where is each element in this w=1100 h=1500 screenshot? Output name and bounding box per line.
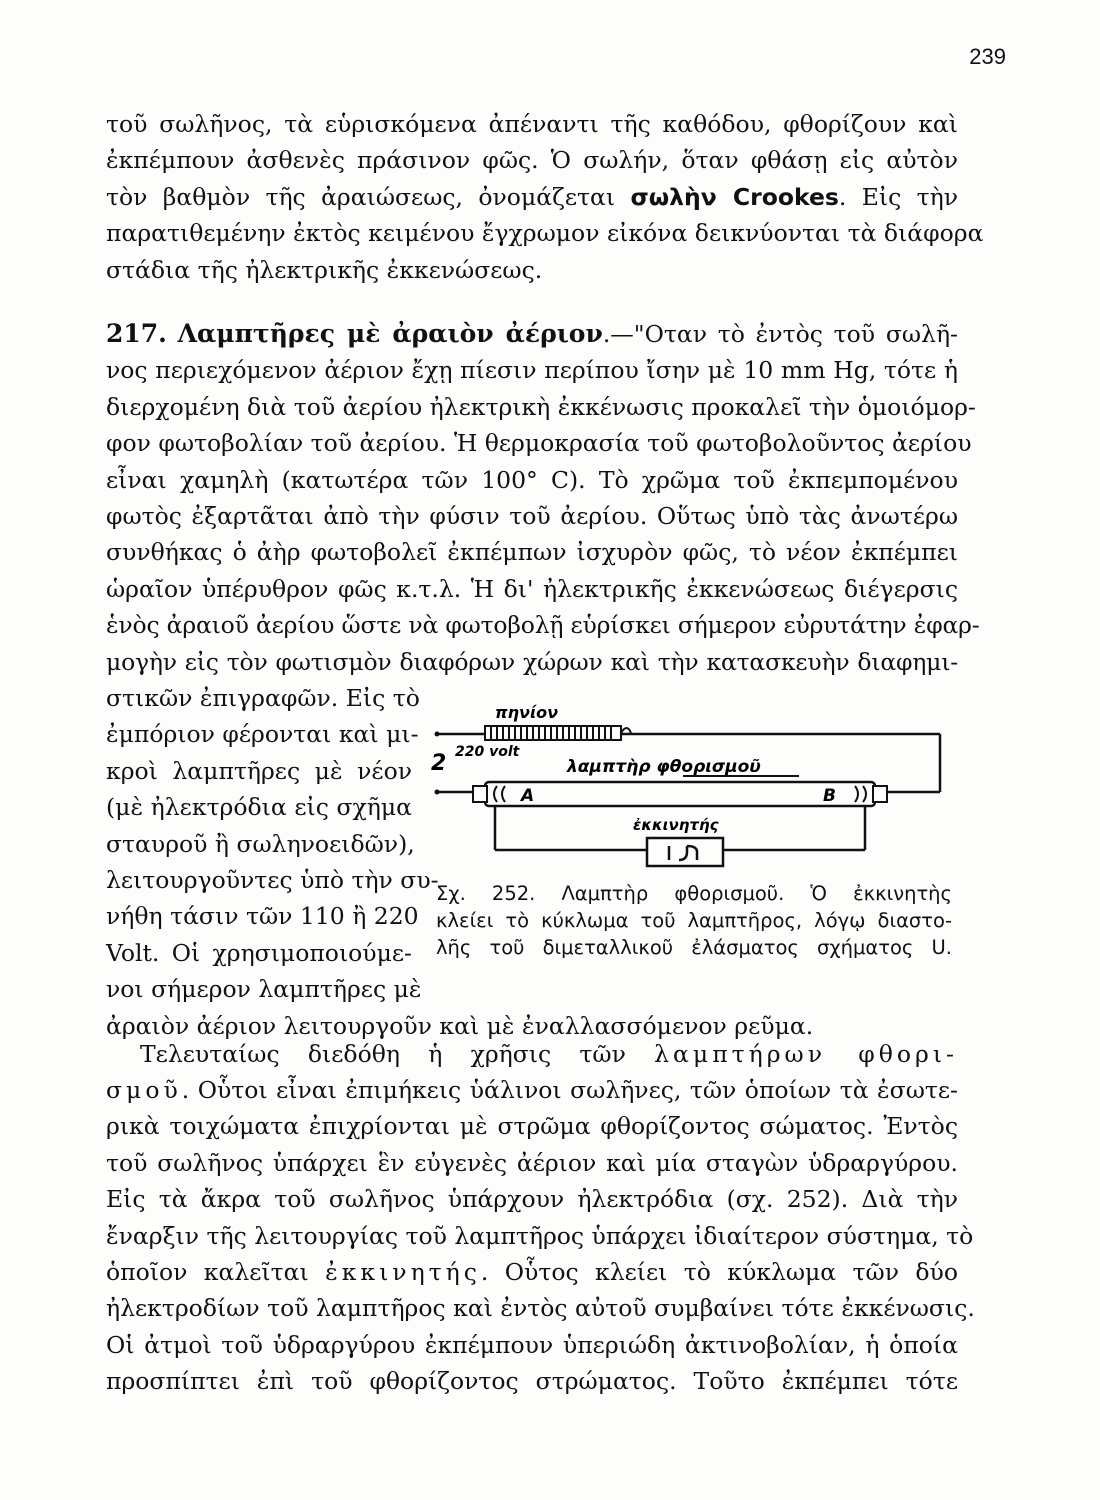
text-line: φωτὸς ἐξαρτᾶται ἀπὸ τὴν φύσιν τοῦ ἀερίου. Οὕτως ὑπὸ τὰς ἀνωτέρω (106, 502, 958, 531)
text-line: Volt. Οἱ χρησιμοποιούμε- (106, 938, 412, 967)
text-line: ἑνὸς ἀραιοῦ ἀερίου ὥστε νὰ φωτοβολῇ εὑρίσκει σήμερον εὐρυτάτην ἐφαρ- (106, 611, 980, 640)
lamp-tube (485, 782, 875, 806)
coil-label: πηνίον (495, 703, 559, 722)
spaced-term: λαμπτήρων φθορι- (654, 1040, 958, 1068)
text-run: Τελευταίως διεδόθη ἡ χρῆσις τῶν (140, 1040, 655, 1068)
text-line: εἶναι χαμηλὴ (κατωτέρα τῶν 100° C). Τὸ χρῶμα τοῦ ἐκπεμπομένου (106, 465, 958, 494)
text-line: Οἱ ἀτμοὶ τοῦ ὑδραργύρου ἐκπέμπουν ὑπεριώδη ἀκτινοβολίαν, ἡ ὁποία (106, 1330, 958, 1359)
text-line: μογὴν εἰς τὸν φωτισμὸν διαφόρων χώρων καὶ τὴν κατασκευὴν διαφημι- (106, 647, 958, 676)
text-line: προσπίπτει ἐπὶ τοῦ φθορίζοντος στρώματος. Τοῦτο ἐκπέμπει τότε (106, 1367, 958, 1396)
text-line: (μὲ ἠλεκτρόδια εἰς σχῆμα (106, 793, 412, 822)
caption-line: κλείει τὸ κύκλωμα τοῦ λαμπτῆρος, λόγῳ διαστο- (436, 909, 952, 932)
text-run: . Εἰς τὴν (838, 182, 959, 211)
text-line: λειτουργοῦντες ὑπὸ τὴν συ- (106, 866, 439, 895)
text-line: ἀραιὸν ἀέριον λειτουργοῦν καὶ μὲ ἐναλλασσόμενον ρεῦμα. (106, 1012, 814, 1040)
text-line: ρικὰ τοιχώματα ἐπιχρίονται μὲ στρῶμα φθορίζοντος σώματος. Ἐντὸς (106, 1112, 958, 1141)
electrode-a-label: A (521, 786, 535, 806)
starter-label: ἐκκινητής (633, 816, 719, 834)
text-line (106, 1254, 958, 1290)
text-line: νοι σήμερον λαμπτῆρες μὲ (106, 975, 422, 1004)
text-run: τὸν βαθμὸν τῆς ἀραιώσεως, ὀνομάζεται (106, 182, 631, 211)
section-217 (106, 316, 980, 680)
text-line (140, 1036, 958, 1072)
text-line: ἔναρξιν τῆς λειτουργίας τοῦ λαμπτῆρος ὑπάρχει ἰδιαίτερον σύστημα, τὸ (106, 1221, 974, 1250)
text-line: ἠλεκτροδίων τοῦ λαμπτῆρος καὶ ἐντὸς αὐτοῦ συμβαίνει τότε ἐκκένωσις. (106, 1294, 975, 1323)
final-paragraph-cont (106, 1072, 975, 1400)
coil-icon (485, 726, 621, 740)
text-line: τοῦ σωλῆνος, τὰ εὑρισκόμενα ἀπέναντι τῆς καθόδου, φθορίζουν καὶ (106, 110, 958, 138)
text-run: . Οὗτος κλείει τὸ κύκλωμα τῶν δύο (480, 1258, 958, 1287)
text-line: Εἰς τὰ ἄκρα τοῦ σωλῆνος ὑπάρχουν ἠλεκτρόδια (σχ. 252). Διὰ τὴν (106, 1185, 958, 1214)
text-line: διερχομένη διὰ τοῦ ἀερίου ἠλεκτρικὴ ἐκκένωσις προκαλεῖ τὴν ὁμοιόμορ- (106, 392, 976, 421)
text-line: τοῦ σωλῆνος ὑπάρχει ἓν εὐγενὲς ἀέριον καὶ μία σταγὼν ὑδραργύρου. (106, 1148, 958, 1177)
intro-paragraph (106, 106, 984, 288)
starter-icon (647, 838, 723, 866)
text-line (106, 1072, 958, 1108)
caption-line: Σχ. 252. Λαμπτὴρ φθορισμοῦ. Ὁ ἐκκινητὴς (436, 882, 952, 905)
section-title: Λαμπτῆρες μὲ ἀραιὸν ἀέριον (177, 319, 603, 348)
text-run: . Οὗτοι εἶναι ἐπιμήκεις ὑάλινοι σωλῆνες, τῶν ὁποίων τὰ ἐσωτε- (181, 1076, 958, 1104)
fluorescent-lamp-diagram (425, 700, 945, 880)
text-line: νήθη τάσιν τῶν 110 ἢ 220 (106, 902, 419, 931)
caption-line: λῆς τοῦ διμεταλλικοῦ ἐλάσματος σχήματος U. (436, 936, 952, 959)
ac-source-icon: 2 (431, 751, 447, 776)
text-line: στάδια τῆς ἠλεκτρικῆς ἐκκενώσεως. (106, 255, 543, 284)
final-paragraph (140, 1036, 958, 1072)
text-line: ἐκπέμπουν ἀσθενὲς πράσινον φῶς. Ὁ σωλήν, ὅταν φθάσῃ εἰς αὐτὸν (106, 146, 958, 175)
text-line: φον φωτοβολίαν τοῦ ἀερίου. Ἡ θερμοκρασία τοῦ φωτοβολοῦντος ἀερίου (106, 429, 972, 458)
electrode-b-label: B (823, 786, 836, 806)
figure-caption (436, 880, 952, 961)
text-line: ἐμπόριον φέρονται καὶ μι- (106, 720, 419, 749)
spaced-term: σμοῦ (106, 1076, 182, 1104)
text-line: νος περιεχόμενον ἀέριον ἔχῃ πίεσιν περίπου ἴσην μὲ 10 mm Hg, τότε ἡ (106, 356, 958, 385)
text-line (106, 179, 958, 215)
narrow-column (106, 680, 439, 1008)
section-heading-line (106, 316, 958, 352)
text-line: παρατιθεμένην ἐκτὸς κειμένου ἔγχρωμον εἰκόνα δεικνύονται τὰ διάφορα (106, 219, 984, 248)
voltage-label: 220 volt (455, 744, 520, 760)
text-line: σταυροῦ ἢ σωληνοειδῶν), (106, 829, 415, 858)
text-run: ὁποῖον καλεῖται (106, 1258, 326, 1287)
text-line: συνθήκας ὁ ἀὴρ φωτοβολεῖ ἐκπέμπων ἰσχυρὸν φῶς, τὸ νέον ἐκπέμπει (106, 538, 958, 567)
bold-term: σωλὴν Crookes (630, 182, 839, 211)
section-number: 217. (106, 319, 167, 348)
text-line: ὡραῖον ὑπέρυθρον φῶς κ.τ.λ. Ἡ δι' ἠλεκτρικῆς ἐκκενώσεως διέγερσις (106, 574, 958, 603)
spaced-term: ἐκκινητής (325, 1258, 481, 1287)
text-line: στικῶν ἐπιγραφῶν. Εἰς τὸ (106, 684, 420, 712)
lamp-label: λαμπτὴρ φθορισμοῦ (567, 757, 761, 777)
text-line: κροὶ λαμπτῆρες μὲ νέον (106, 756, 412, 785)
page-number: 239 (969, 44, 1006, 69)
text-run: .—"Οταν τὸ ἐντὸς τοῦ σωλῆ- (602, 320, 958, 348)
